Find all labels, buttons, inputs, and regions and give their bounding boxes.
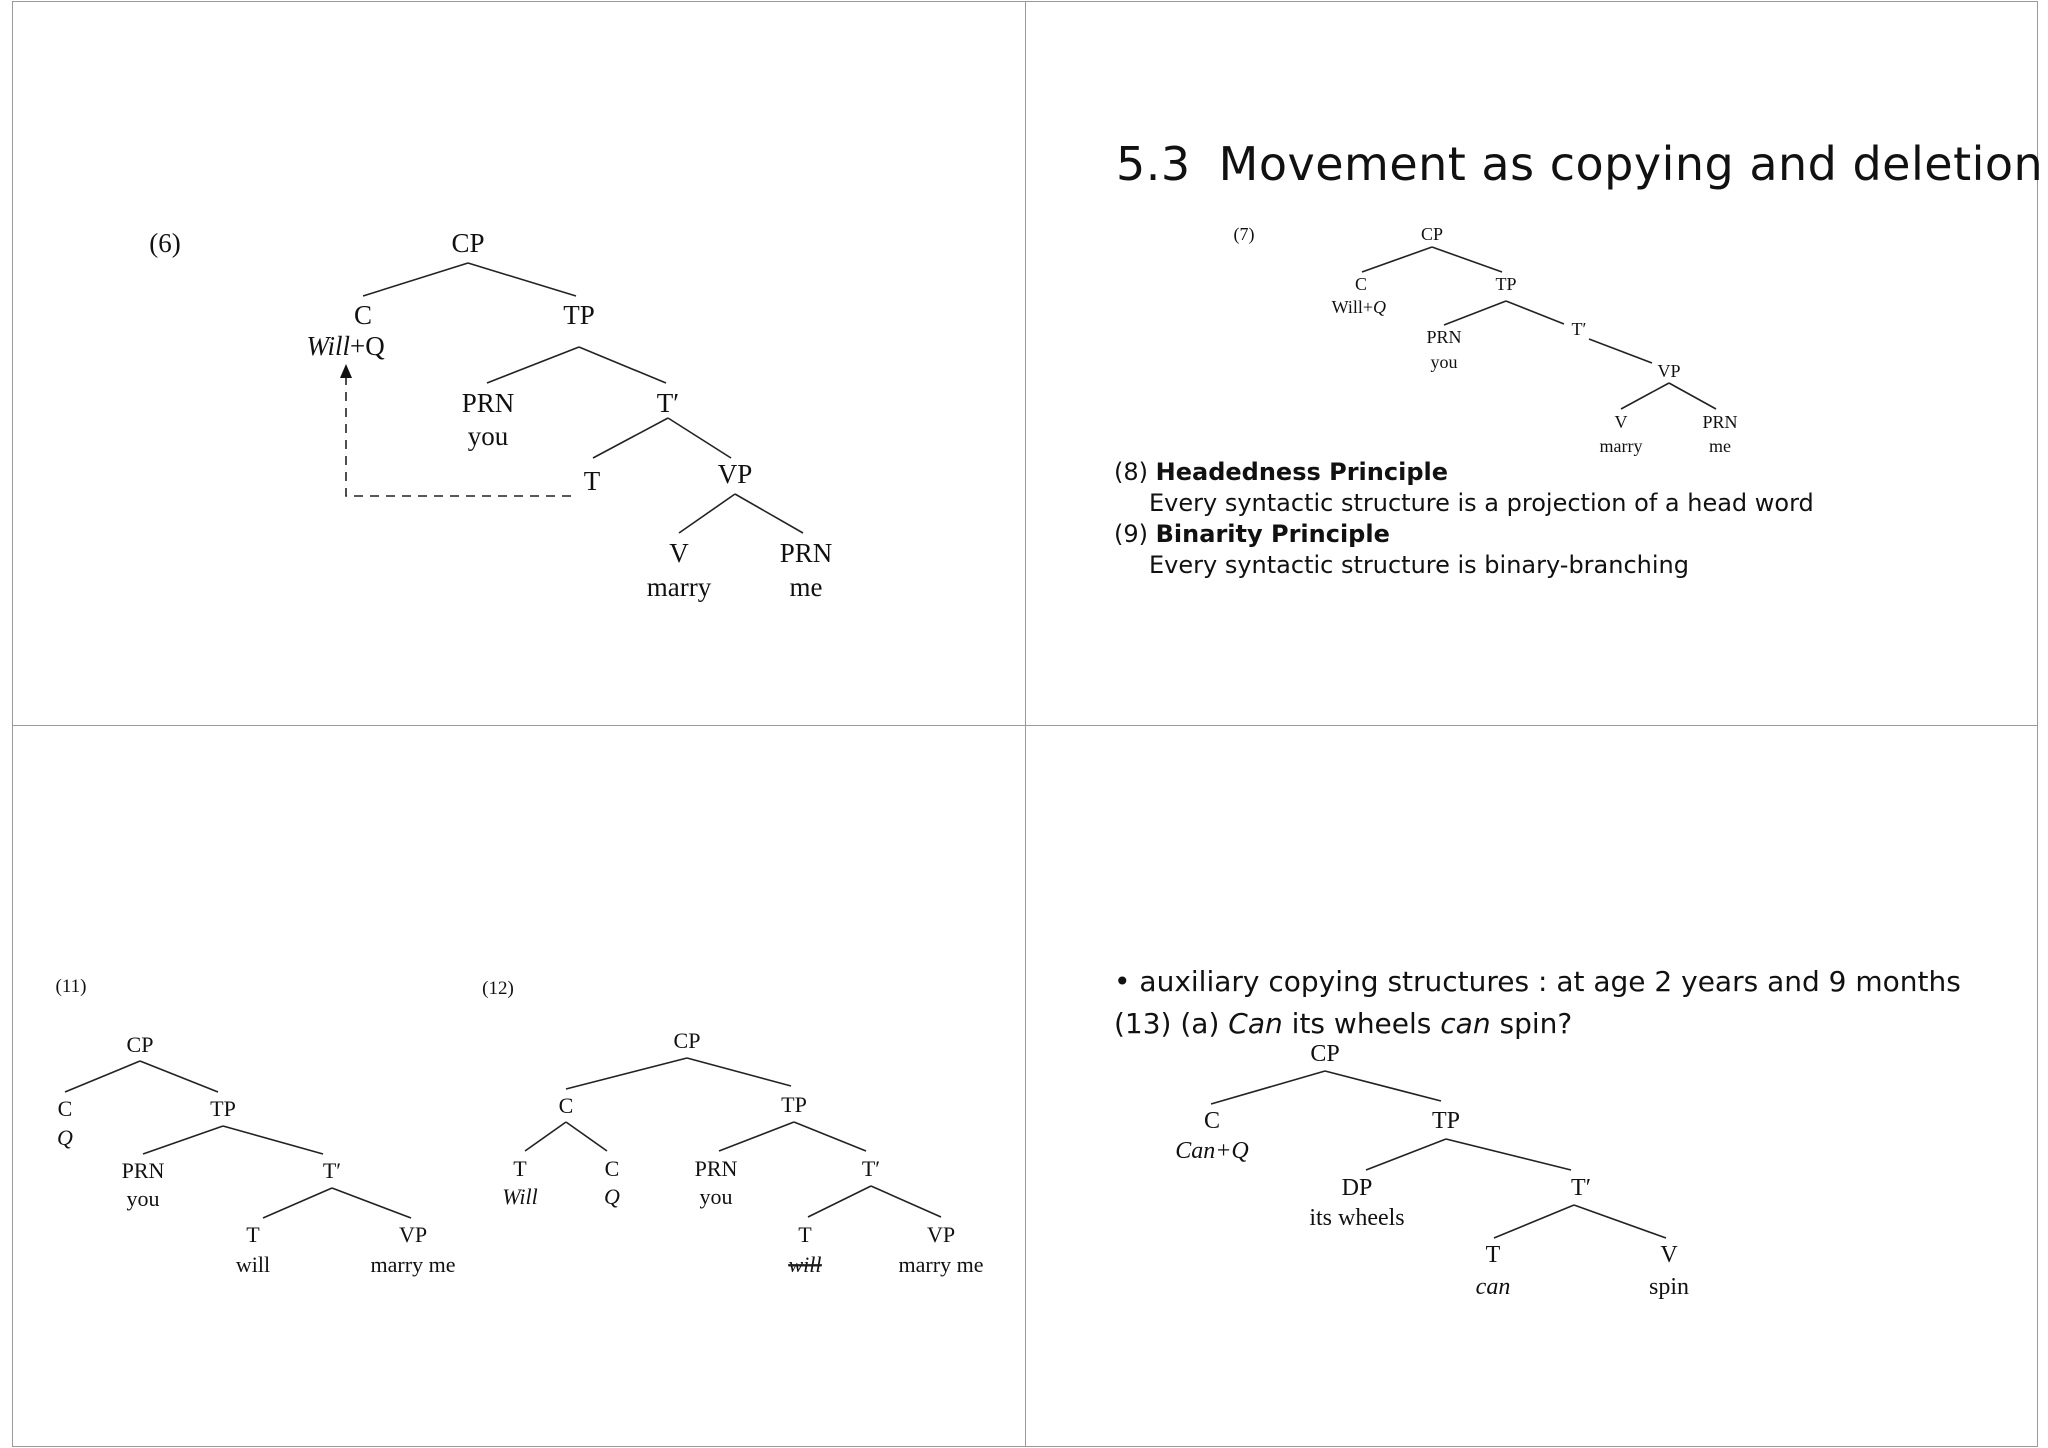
principle-8 (1114, 457, 1814, 488)
branch (719, 1122, 794, 1151)
node-vp: VP (926, 1222, 956, 1247)
section-number: 5.3 (1116, 137, 1191, 191)
node-v: V (669, 538, 689, 568)
node-cp: CP (126, 1032, 154, 1057)
tree-6 (13, 2, 1027, 727)
node-c: C (353, 300, 373, 330)
branch (263, 1188, 332, 1218)
branch (487, 347, 579, 383)
node-cp: CP (1310, 1041, 1340, 1067)
example-prefix: (13) (a) (1114, 1007, 1229, 1040)
node-t: T (1485, 1242, 1501, 1268)
node-marry-me: marry me (370, 1252, 456, 1277)
bullet-line: • auxiliary copying structures : at age 2 years and 9 months (1114, 965, 1961, 998)
node-its-wheels: its wheels (1309, 1205, 1405, 1231)
tree-12 (482, 978, 983, 1277)
node-spin: spin (1648, 1274, 1690, 1300)
node-marry: marry (646, 572, 712, 602)
node-prn: PRN (121, 1158, 165, 1183)
branch (735, 494, 803, 533)
node-c: C (57, 1096, 73, 1121)
slide-panel-4 (1025, 725, 2038, 1447)
node-tp: TP (781, 1092, 807, 1117)
node-you: you (699, 1184, 733, 1209)
branch (1506, 301, 1564, 324)
node-vp: VP (1657, 361, 1681, 381)
node-marry: marry (1599, 436, 1643, 456)
slide-panel-3 (12, 725, 1026, 1447)
node-cp: CP (451, 228, 485, 258)
branch (593, 418, 668, 458)
branch (794, 1122, 866, 1151)
branch (468, 263, 576, 296)
example-number: (6) (149, 228, 181, 258)
node-tbar: T′ (656, 388, 680, 418)
principle-9-text: Every syntactic structure is binary-branching (1149, 551, 1689, 579)
branch (143, 1126, 223, 1154)
branch (140, 1061, 218, 1092)
node-c: C (558, 1093, 574, 1118)
branch (1432, 247, 1502, 272)
example-can-2: can (1440, 1007, 1491, 1040)
node-c-will: Will+ (1331, 297, 1373, 317)
node-me: me (1709, 436, 1731, 456)
branch (223, 1126, 323, 1154)
node-can: can (1475, 1274, 1511, 1300)
principle-9 (1114, 519, 1814, 550)
branch (525, 1122, 566, 1151)
node-prn: PRN (461, 388, 515, 418)
principle-name: Headedness Principle (1155, 458, 1448, 486)
node-q: Q (604, 1184, 620, 1209)
principle-name: Binarity Principle (1155, 520, 1390, 548)
example-number: (12) (482, 978, 514, 999)
branch (566, 1122, 607, 1151)
slide-panel-1 (12, 1, 1026, 726)
branch (579, 347, 666, 383)
node-dp: DP (1341, 1175, 1373, 1201)
node-prn2: PRN (779, 538, 833, 568)
node-v: V (1660, 1242, 1678, 1268)
branch (668, 418, 731, 458)
node-t: T (798, 1222, 812, 1247)
node-c-q: Q (1373, 297, 1386, 317)
example-number: (11) (55, 976, 87, 997)
tree-11 (56, 976, 456, 1277)
branch (1362, 247, 1432, 272)
principle-number: (8) (1114, 458, 1148, 486)
tree-7 (1026, 2, 2039, 727)
principle-number: (9) (1114, 520, 1148, 548)
arrow-head-icon (340, 364, 352, 378)
node-will: will (235, 1252, 271, 1277)
branch (1366, 1139, 1446, 1170)
node-c: C (1203, 1108, 1221, 1134)
node-c-q: +Q (350, 331, 385, 361)
branch (1325, 1071, 1441, 1101)
node-t: T (246, 1222, 260, 1247)
node-me: me (789, 572, 823, 602)
section-title: Movement as copying and deletion (1218, 137, 2044, 191)
node-t-upper: T (513, 1156, 527, 1181)
branch (808, 1186, 871, 1217)
branch (1444, 301, 1506, 325)
branch (1211, 1071, 1325, 1104)
branch (687, 1058, 791, 1086)
node-marry-me: marry me (898, 1252, 984, 1277)
node-tbar: T′ (861, 1156, 881, 1181)
example-end: spin? (1490, 1007, 1573, 1040)
node-cp: CP (673, 1028, 701, 1053)
example-mid: its wheels (1282, 1007, 1441, 1040)
tree-11-and-12 (13, 726, 1027, 1448)
tree-13 (1026, 726, 2039, 1448)
branch (65, 1061, 140, 1092)
node-c-inner: C (604, 1156, 620, 1181)
node-v: V (1614, 412, 1628, 432)
node-prn: PRN (1426, 327, 1462, 347)
node-you: you (1430, 352, 1458, 372)
branch (1494, 1205, 1574, 1238)
node-you: you (467, 421, 509, 451)
node-tp: TP (1431, 1108, 1461, 1134)
branch (363, 263, 468, 296)
node-cp: CP (1420, 224, 1444, 244)
branch (1621, 383, 1669, 409)
node-prn2: PRN (1702, 412, 1738, 432)
node-tp: TP (563, 300, 595, 330)
node-c-will: Will (306, 331, 350, 361)
node-tbar: T′ (322, 1158, 342, 1183)
node-will-deleted: will (788, 1252, 822, 1277)
principles-list (1114, 457, 1814, 581)
branch (679, 494, 735, 533)
branch (332, 1188, 411, 1218)
branch (871, 1186, 941, 1217)
node-t: T (583, 466, 601, 496)
node-vp: VP (717, 459, 753, 489)
branch (1574, 1205, 1666, 1238)
movement-arrow (346, 374, 571, 496)
branch (1446, 1139, 1571, 1170)
branch (1669, 383, 1716, 409)
branch (566, 1058, 687, 1089)
node-q: Q (57, 1125, 73, 1150)
node-will-upper: Will (502, 1184, 538, 1209)
node-c-label: Can+Q (1175, 1138, 1249, 1164)
node-c: C (1354, 274, 1368, 294)
node-you: you (126, 1186, 160, 1211)
branch (1589, 339, 1652, 363)
principle-8-text: Every syntactic structure is a projection of a head word (1149, 489, 1814, 517)
example-number: (7) (1233, 224, 1255, 244)
node-tp: TP (1495, 274, 1517, 294)
slide-panel-2 (1025, 1, 2044, 726)
node-prn: PRN (694, 1156, 738, 1181)
node-tp: TP (210, 1096, 236, 1121)
node-tbar: T′ (1571, 1175, 1591, 1201)
example-can-1: Can (1228, 1007, 1283, 1040)
node-tbar: T′ (1571, 319, 1587, 339)
node-vp: VP (398, 1222, 428, 1247)
